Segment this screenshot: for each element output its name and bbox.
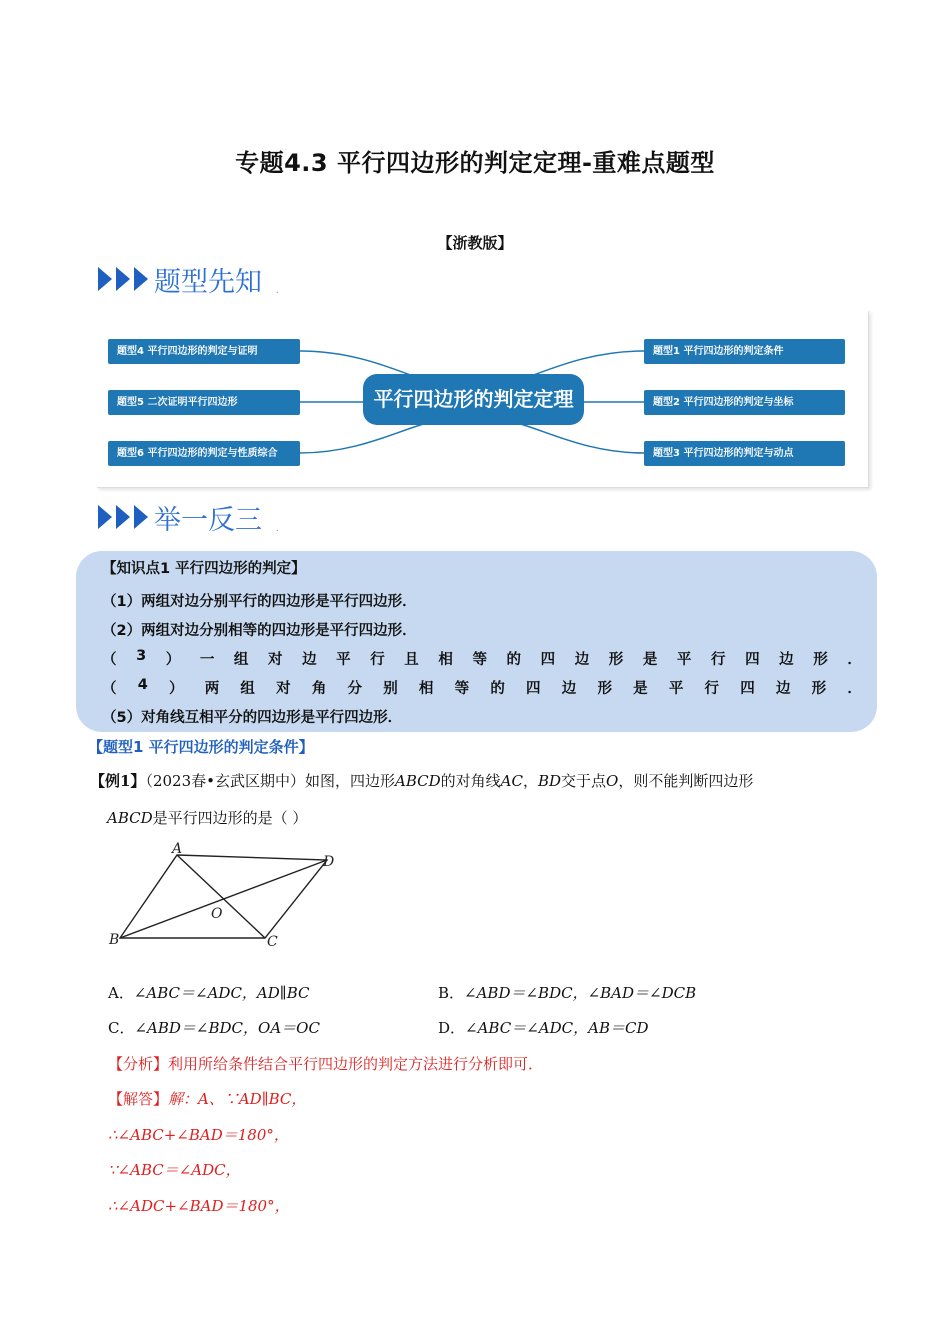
analysis <box>108 1053 543 1074</box>
point-label-o: O <box>211 906 223 922</box>
option-text: ∠ABC＝∠ADC，AB＝CD <box>465 1019 649 1037</box>
justified-char: 4 <box>137 677 148 693</box>
justified-char: 别 <box>383 681 398 697</box>
justified-char: 平 <box>668 681 684 697</box>
example-text: 如图，四边形 <box>304 772 395 790</box>
point-label-c: C <box>267 934 278 950</box>
justified-char: 两 <box>204 681 220 697</box>
option-b <box>438 982 696 1003</box>
justified-char: 行 <box>711 652 726 668</box>
math-var: ABCD <box>107 809 153 827</box>
justified-char: 的 <box>490 681 505 697</box>
knowledge-item: （5）对角线互相平分的四边形是平行四边形． <box>102 710 403 726</box>
section-mark: . <box>276 523 279 533</box>
answer-line: ∴∠ADC+∠BAD＝180°， <box>108 1197 290 1215</box>
knowledge-item: （1）两组对边分别平行的四边形是平行四边形． <box>102 594 417 610</box>
justified-char: 等 <box>454 681 470 697</box>
answer-text: 解：A、∵AD∥BC， <box>168 1090 307 1108</box>
justified-char: 是 <box>642 652 658 668</box>
mind-map-center: 平行四边形的判定定理 <box>363 374 584 425</box>
justified-char: 对 <box>276 681 291 697</box>
answer-line: ∴∠ABC+∠BAD＝180°， <box>108 1126 289 1144</box>
justified-char: ． <box>847 681 862 697</box>
knowledge-item: （2）两组对边分别相等的四边形是平行四边形． <box>102 623 417 639</box>
example-text: 的对角线 <box>440 772 501 790</box>
justified-char: 角 <box>311 681 327 697</box>
example-text: 交于点 <box>561 772 607 790</box>
triangle-icon <box>134 505 148 529</box>
section-header-preview <box>98 262 279 296</box>
option-label: A． <box>108 984 134 1002</box>
triangle-icon <box>116 505 130 529</box>
justified-char: ） <box>169 681 184 697</box>
justified-char: 形 <box>608 652 624 668</box>
justified-char: （ <box>102 681 117 697</box>
justified-char: 行 <box>704 681 720 697</box>
example-text: 是平行四边形的是（ ） <box>152 809 308 827</box>
justified-char: 边 <box>302 652 317 668</box>
mind-map-node-type1: 题型1 平行四边形的判定条件 <box>644 339 845 364</box>
page-title: 专题4.3 平行四边形的判定定理-重难点题型 <box>235 149 715 177</box>
type1-heading: 【题型1 平行四边形的判定条件】 <box>88 738 314 756</box>
option-a <box>108 982 310 1003</box>
mind-map-node-type5: 题型5 二次证明平行四边形 <box>108 390 300 415</box>
justified-char: 四 <box>540 652 556 668</box>
example-source: （2023春•玄武区期中） <box>145 772 305 790</box>
justified-char: 是 <box>633 681 648 697</box>
justified-char: 分 <box>347 681 363 697</box>
justified-char: 且 <box>404 652 419 668</box>
option-d <box>438 1017 648 1038</box>
example-label: 【例1】 <box>90 772 146 790</box>
justified-char: （ <box>102 652 117 668</box>
justified-char: 一 <box>199 652 215 668</box>
mind-map <box>97 311 869 488</box>
knowledge-item <box>102 677 862 698</box>
option-text: ∠ABC＝∠ADC，AD∥BC <box>133 984 310 1002</box>
example-question-line2 <box>107 807 307 828</box>
option-label: C． <box>108 1019 135 1037</box>
knowledge-point-box <box>76 551 877 732</box>
justified-char: 组 <box>240 681 255 697</box>
option-text: ∠ABD＝∠BDC，∠BAD＝∠DCB <box>464 984 697 1002</box>
justified-char: 的 <box>506 652 522 668</box>
justified-char: 相 <box>418 681 434 697</box>
triangle-icon <box>98 267 112 291</box>
option-label: D． <box>438 1019 466 1037</box>
mind-map-node-type2: 题型2 平行四边形的判定与坐标 <box>644 390 845 415</box>
edition-label: 【浙教版】 <box>437 234 513 252</box>
parallelogram-outline <box>120 855 327 938</box>
justified-char: 边 <box>574 652 590 668</box>
answer-line <box>108 1088 306 1109</box>
mind-map-node-type3: 题型3 平行四边形的判定与动点 <box>644 441 845 466</box>
justified-char: 平 <box>676 652 692 668</box>
math-var: O <box>606 772 619 790</box>
knowledge-item <box>102 648 862 669</box>
analysis-text: 利用所给条件结合平行四边形的判定方法进行分析即可． <box>168 1055 544 1073</box>
justified-char: 四 <box>740 681 755 697</box>
math-var: AC <box>500 772 523 790</box>
justified-char: 形 <box>811 681 827 697</box>
section-title: 举一反三 <box>154 504 262 536</box>
point-label-d: D <box>323 854 335 870</box>
justified-char: 四 <box>526 681 541 697</box>
justified-char: ． <box>847 652 862 668</box>
section-header-practice <box>98 500 279 534</box>
point-label-b: B <box>109 932 120 948</box>
option-text: ∠ABD＝∠BDC，OA＝OC <box>134 1019 320 1037</box>
justified-char: 组 <box>233 652 249 668</box>
triangle-icon <box>116 267 130 291</box>
justified-char: 四 <box>745 652 760 668</box>
justified-char: 行 <box>370 652 385 668</box>
triangle-icon <box>134 267 148 291</box>
justified-char: 边 <box>561 681 577 697</box>
section-title: 题型先知 <box>154 266 262 298</box>
justified-char: 等 <box>472 652 487 668</box>
parallelogram-figure <box>105 840 345 952</box>
justified-char: 边 <box>775 681 791 697</box>
justified-char: 形 <box>597 681 612 697</box>
justified-char: ） <box>165 652 181 668</box>
math-var: BD <box>537 772 562 790</box>
diagonal-ac <box>177 855 265 938</box>
knowledge-title: 【知识点1 平行四边形的判定】 <box>102 561 306 577</box>
mind-map-node-type4: 题型4 平行四边形的判定与证明 <box>108 339 300 364</box>
answer-line: ∵∠ABC＝∠ADC， <box>108 1161 241 1179</box>
example-text: ， <box>522 772 538 790</box>
justified-char: 形 <box>813 652 828 668</box>
example-question <box>90 770 870 791</box>
triangle-icon <box>98 505 112 529</box>
section-mark: . <box>276 285 279 295</box>
option-c <box>108 1017 320 1038</box>
analysis-label: 【分析】 <box>108 1055 169 1073</box>
justified-char: 边 <box>779 652 794 668</box>
answer-label: 【解答】 <box>108 1090 169 1108</box>
mind-map-node-type6: 题型6 平行四边形的判定与性质综合 <box>108 441 300 466</box>
option-label: B． <box>438 984 465 1002</box>
math-var: ABCD <box>394 772 441 790</box>
example-text: ，则不能判断四边形 <box>618 772 754 790</box>
justified-char: 平 <box>336 652 351 668</box>
justified-char: 相 <box>438 652 453 668</box>
justified-char: 3 <box>136 648 147 664</box>
justified-char: 对 <box>267 652 283 668</box>
point-label-a: A <box>172 841 183 857</box>
